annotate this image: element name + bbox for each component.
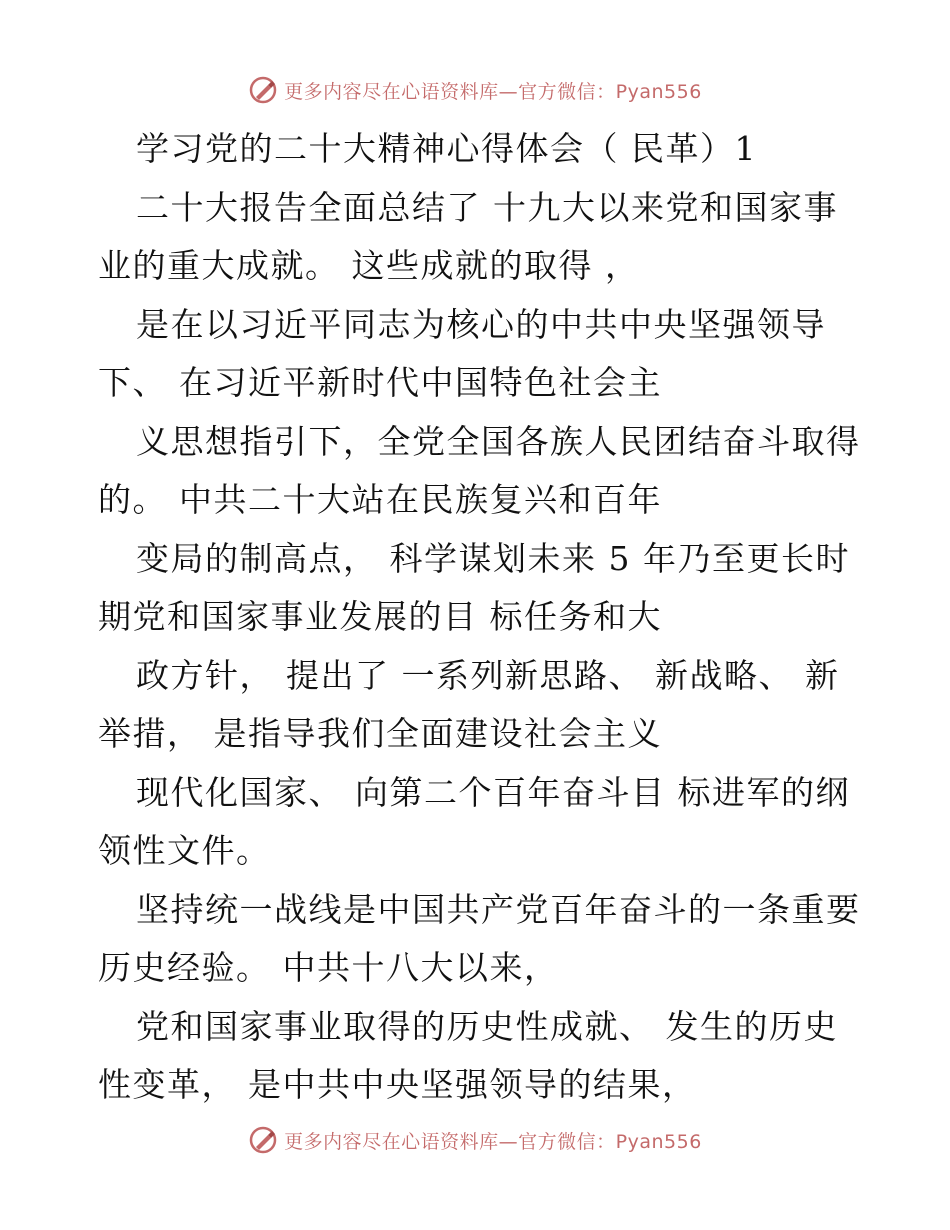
header-banner	[0, 70, 950, 110]
text-line: 党和国家事业取得的历史性成就、 发生的历史	[136, 1006, 838, 1046]
text-line: 政方针， 提出了 一系列新思路、 新战略、 新	[136, 655, 840, 695]
text-line: 历史经验。 中共十八大以来，	[98, 948, 559, 987]
document-body	[98, 120, 861, 1115]
text-line: 期党和国家事业发展的目 标任务和大	[98, 597, 662, 636]
text-line: 学习党的二十大精神心得体会（ 民革）1	[136, 129, 757, 168]
text-line: 领性文件。	[98, 831, 271, 870]
text-line: 下、 在习近平新时代中国特色社会主	[98, 363, 662, 402]
footer-banner-text: 更多内容尽在心语资料库—官方微信：Pyan556	[284, 1130, 702, 1153]
text-line: 变局的制高点， 科学谋划未来 5 年乃至更长时	[136, 538, 850, 578]
text-line: 坚持统一战线是中国共产党百年奋斗的一条重要	[136, 889, 861, 929]
text-line: 业的重大成就。 这些成就的取得 ，	[98, 246, 640, 285]
text-line: 的。 中共二十大站在民族复兴和百年	[98, 480, 662, 519]
text-line: 举措， 是指导我们全面建设社会主义	[98, 714, 662, 753]
pen-logo-icon	[248, 75, 278, 105]
text-line: 义思想指引下，全党全国各族人民团结奋斗取得	[136, 421, 861, 461]
pen-logo-icon	[248, 1125, 278, 1155]
text-line: 性变革， 是中共中央坚强领导的结果，	[98, 1065, 697, 1104]
text-line: 是在以习近平同志为核心的中共中央坚强领导	[136, 304, 826, 344]
text-line: 二十大报告全面总结了 十九大以来党和国家事	[136, 187, 838, 227]
header-banner-text: 更多内容尽在心语资料库—官方微信：Pyan556	[284, 80, 702, 103]
text-line: 现代化国家、 向第二个百年奋斗目 标进军的纲	[136, 772, 850, 812]
footer-banner	[0, 1120, 950, 1160]
